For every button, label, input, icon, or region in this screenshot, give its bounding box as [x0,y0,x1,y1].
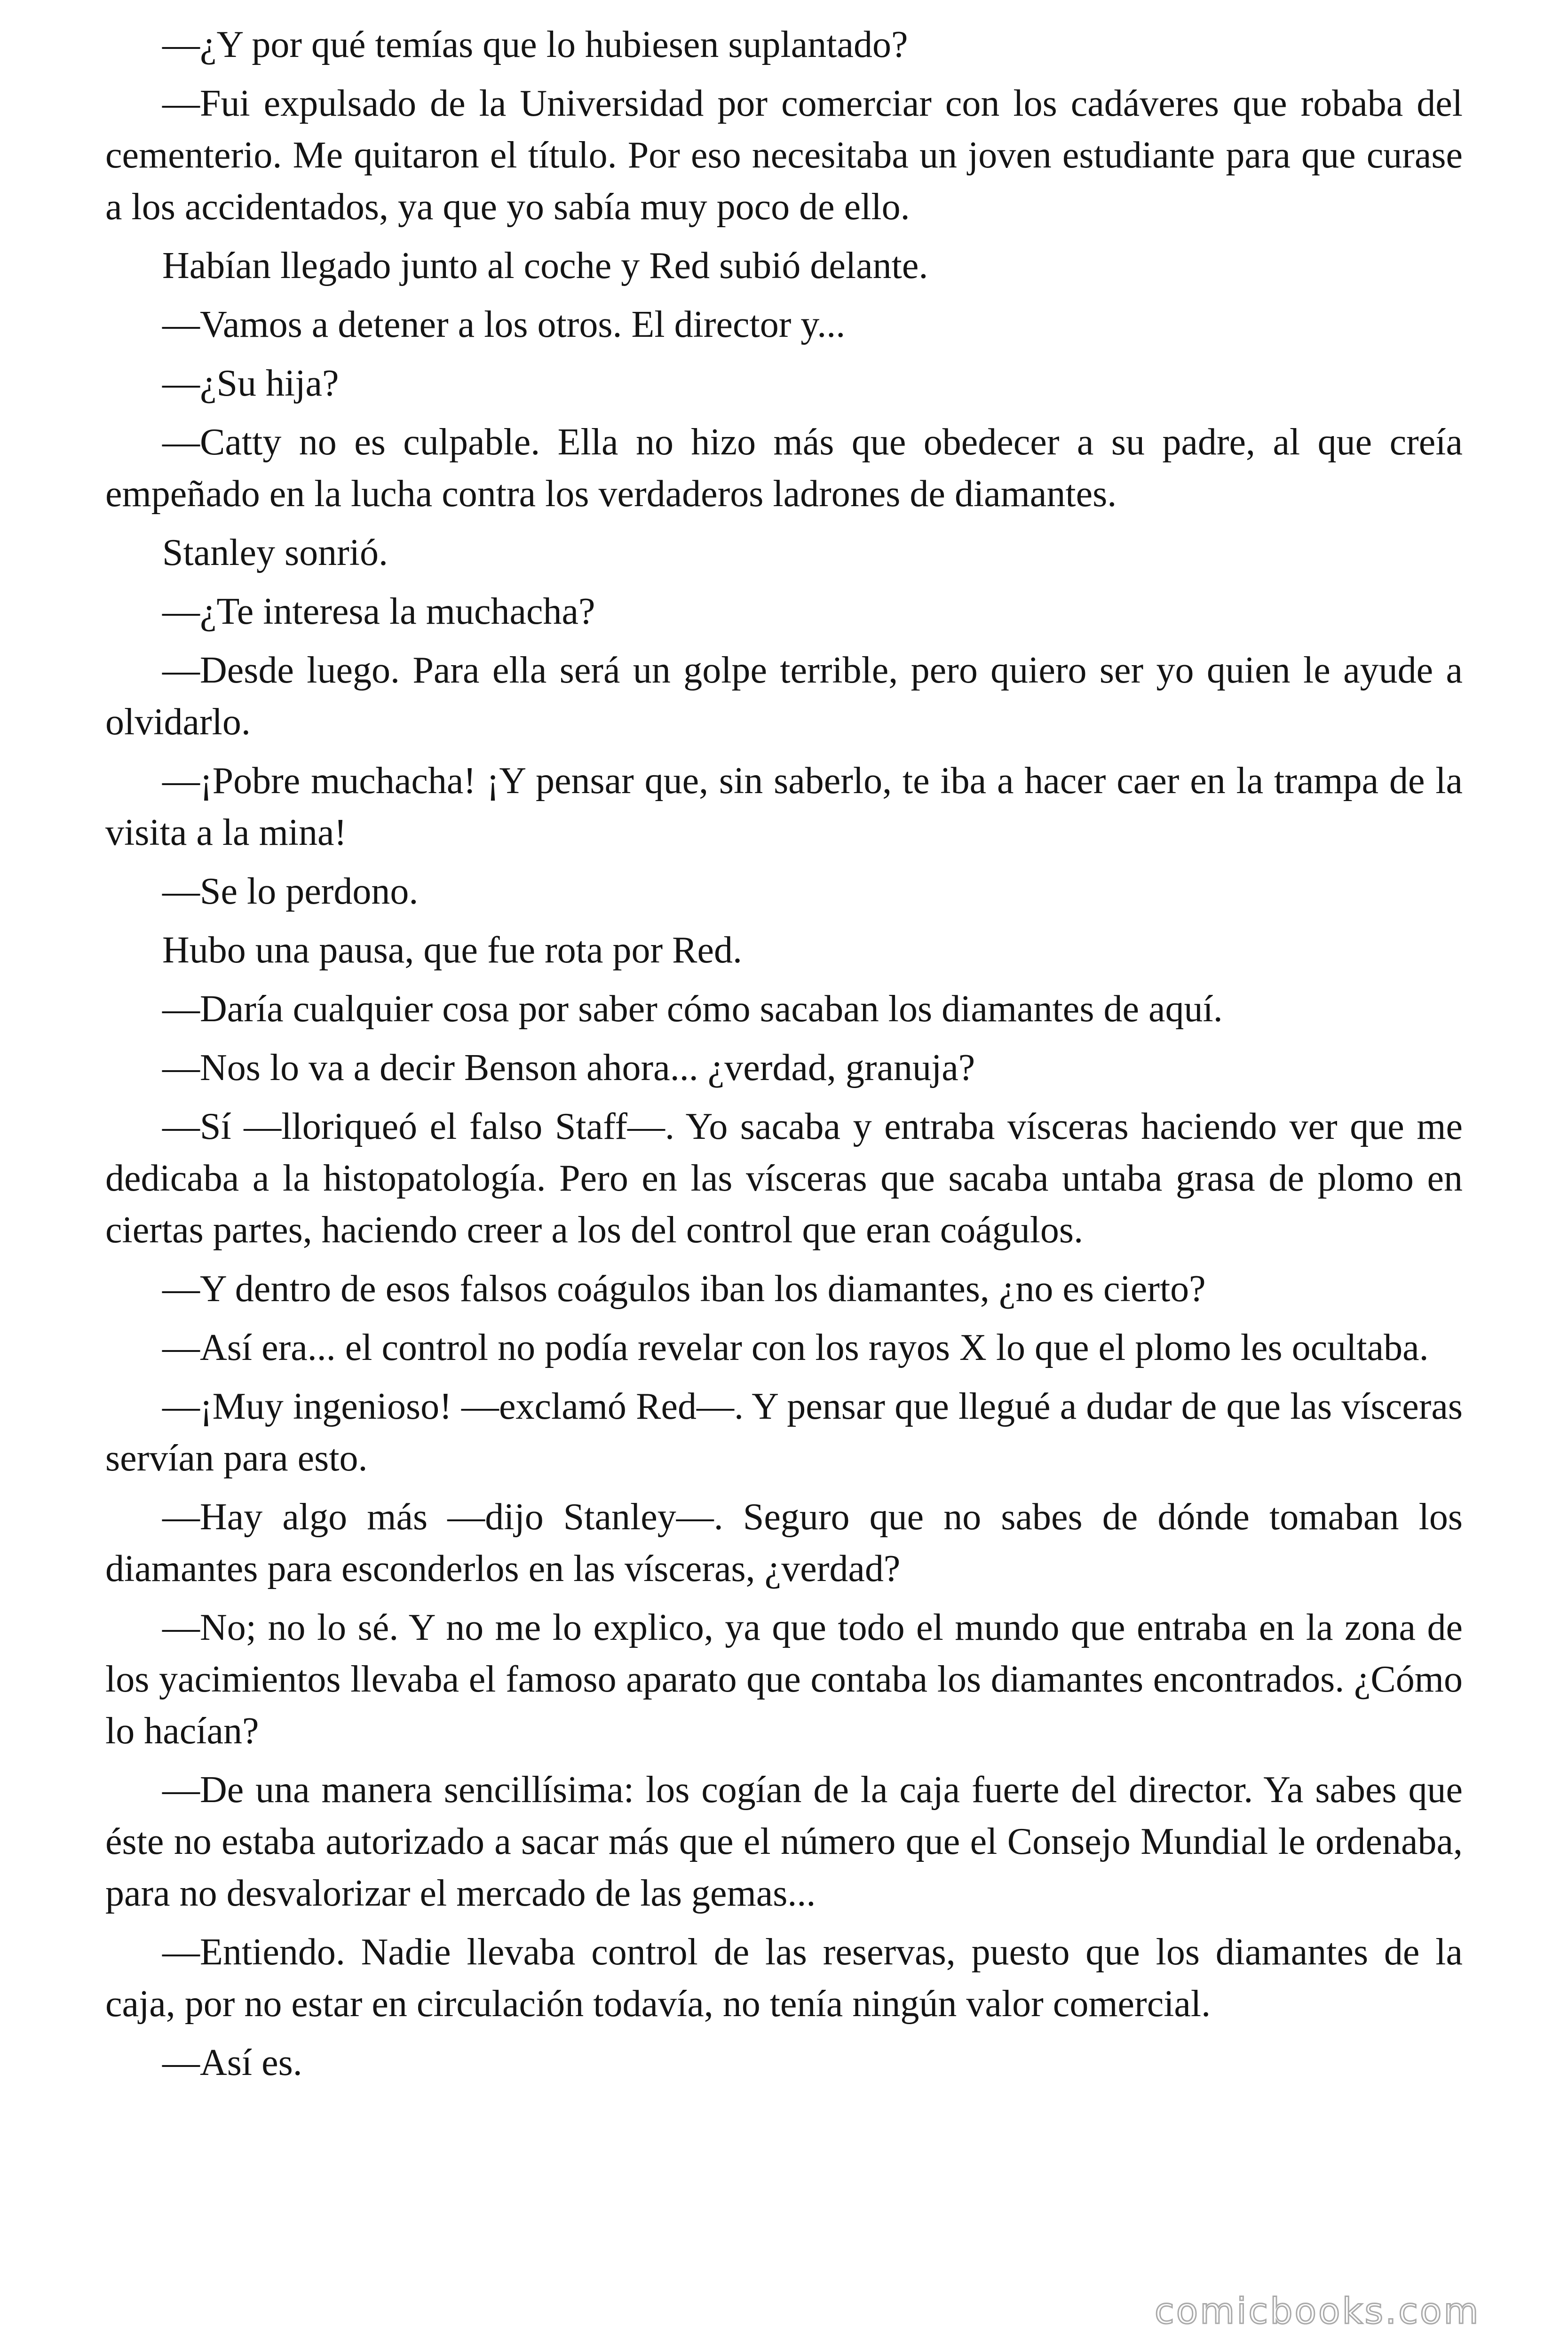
paragraph: —De una manera sencillísima: los cogían de la caja fuerte del director. Ya sabes que éste no estaba autorizado a sacar más que el número que el Consejo Mundial le ordenaba, para no desvalorizar el mercado de las gemas... [105,1769,1463,1914]
paragraph: —¿Su hija? [162,363,339,404]
paragraph: —Fui expulsado de la Universidad por comerciar con los cadáveres que robaba del cementerio. Me quitaron el título. Por eso necesitaba un joven estudiante para que curase a los accidentados, ya que yo sabía muy poco de ello. [105,83,1463,228]
paragraph: —Así es. [162,2042,302,2083]
paragraph: —¿Te interesa la muchacha? [162,591,595,632]
paragraph: —Daría cualquier cosa por saber cómo sacaban los diamantes de aquí. [162,988,1223,1030]
paragraph: Stanley sonrió. [162,532,388,573]
paragraph: —Así era... el control no podía revelar con los rayos X lo que el plomo les ocultaba. [162,1327,1429,1368]
paragraph: —Nos lo va a decir Benson ahora... ¿verdad, granuja? [162,1047,975,1089]
paragraph: —Hay algo más —dijo Stanley—. Seguro que no sabes de dónde tomaban los diamantes para esconderlos en las vísceras, ¿verdad? [105,1496,1463,1589]
paragraph: —No; no lo sé. Y no me lo explico, ya que todo el mundo que entraba en la zona de los yacimientos llevaba el famoso aparato que contaba los diamantes encontrados. ¿Cómo lo hacían? [105,1607,1463,1752]
paragraph: —Sí —lloriqueó el falso Staff—. Yo sacaba y entraba vísceras haciendo ver que me dedicaba a la histopatología. Pero en las vísceras que sacaba untaba grasa de plomo en ciertas partes, haciendo creer a los del control que eran coágulos. [105,1106,1463,1251]
paragraph: —¡Muy ingenioso! —exclamó Red—. Y pensar que llegué a dudar de que las vísceras servían para esto. [105,1386,1463,1479]
paragraph: Habían llegado junto al coche y Red subió delante. [162,245,928,286]
paragraph: —Desde luego. Para ella será un golpe terrible, pero quiero ser yo quien le ayude a olvidarlo. [105,650,1463,743]
paragraph: —¿Y por qué temías que lo hubiesen suplantado? [162,24,908,65]
paragraph: —¡Pobre muchacha! ¡Y pensar que, sin saberlo, te iba a hacer caer en la trampa de la visita a la mina! [105,760,1463,853]
paragraph: —Catty no es culpable. Ella no hizo más que obedecer a su padre, al que creía empeñado en la lucha contra los verdaderos ladrones de diamantes. [105,421,1463,515]
paragraph: —Vamos a detener a los otros. El director y... [162,304,846,345]
document-page [105,19,1463,2096]
paragraph: Hubo una pausa, que fue rota por Red. [162,930,742,971]
watermark: comicbooks.com [1155,2290,1481,2332]
paragraph: —Entiendo. Nadie llevaba control de las reservas, puesto que los diamantes de la caja, por no estar en circulación todavía, no tenía ningún valor comercial. [105,1931,1463,2025]
paragraph: —Se lo perdono. [162,871,419,912]
paragraph: —Y dentro de esos falsos coágulos iban los diamantes, ¿no es cierto? [162,1268,1206,1310]
